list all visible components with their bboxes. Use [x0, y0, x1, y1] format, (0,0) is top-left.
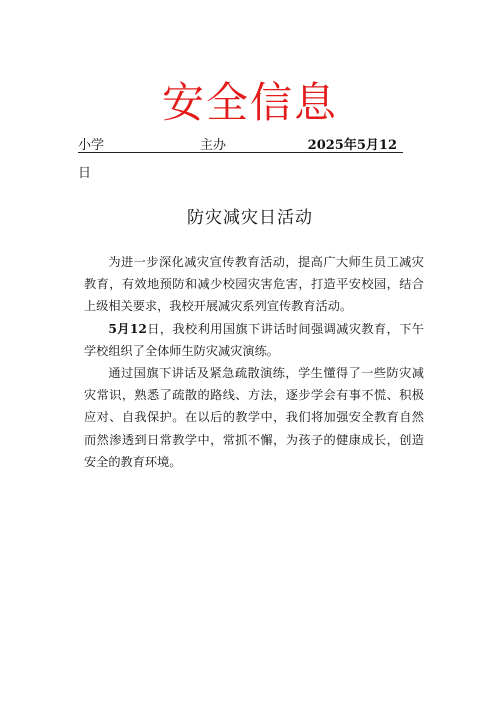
paragraph-2-text: 日，我校利用国旗下讲话时间强调减灾教育，下午学校组织了全体师生防灾减灾演练。	[84, 321, 424, 358]
page-title: 安全信息	[161, 78, 338, 127]
issue-date: 2025年5月12	[307, 138, 397, 153]
issue-date-tail: 日	[78, 166, 92, 181]
paragraph-1: 为进一步深化减灾宣传教育活动，提高广大师生员工减灾教育，有效地预防和减少校园灾害危害，打造平安校园，结合上级相关要求，我校开展减灾系列宣传教育活动。	[84, 255, 424, 314]
host-label: 主办	[200, 138, 227, 153]
article-body	[84, 251, 424, 473]
paragraph-2-date: 5月12	[108, 321, 147, 336]
school-label: 小学	[78, 138, 105, 153]
article-heading: 防灾减灾日活动	[187, 208, 313, 228]
info-line	[78, 134, 403, 153]
paragraph-2	[84, 318, 424, 362]
paragraph-3: 通过国旗下讲话及紧急疏散演练，学生懂得了一些防灾减灾常识，熟悉了疏散的路线、方法，逐步学会有事不慌、积极应对、自我保护。在以后的教学中，我们将加强安全教育自然而然渗透到日常教学中，常抓不懈，为孩子的健康成长，创造安全的教育环境。	[84, 366, 424, 469]
